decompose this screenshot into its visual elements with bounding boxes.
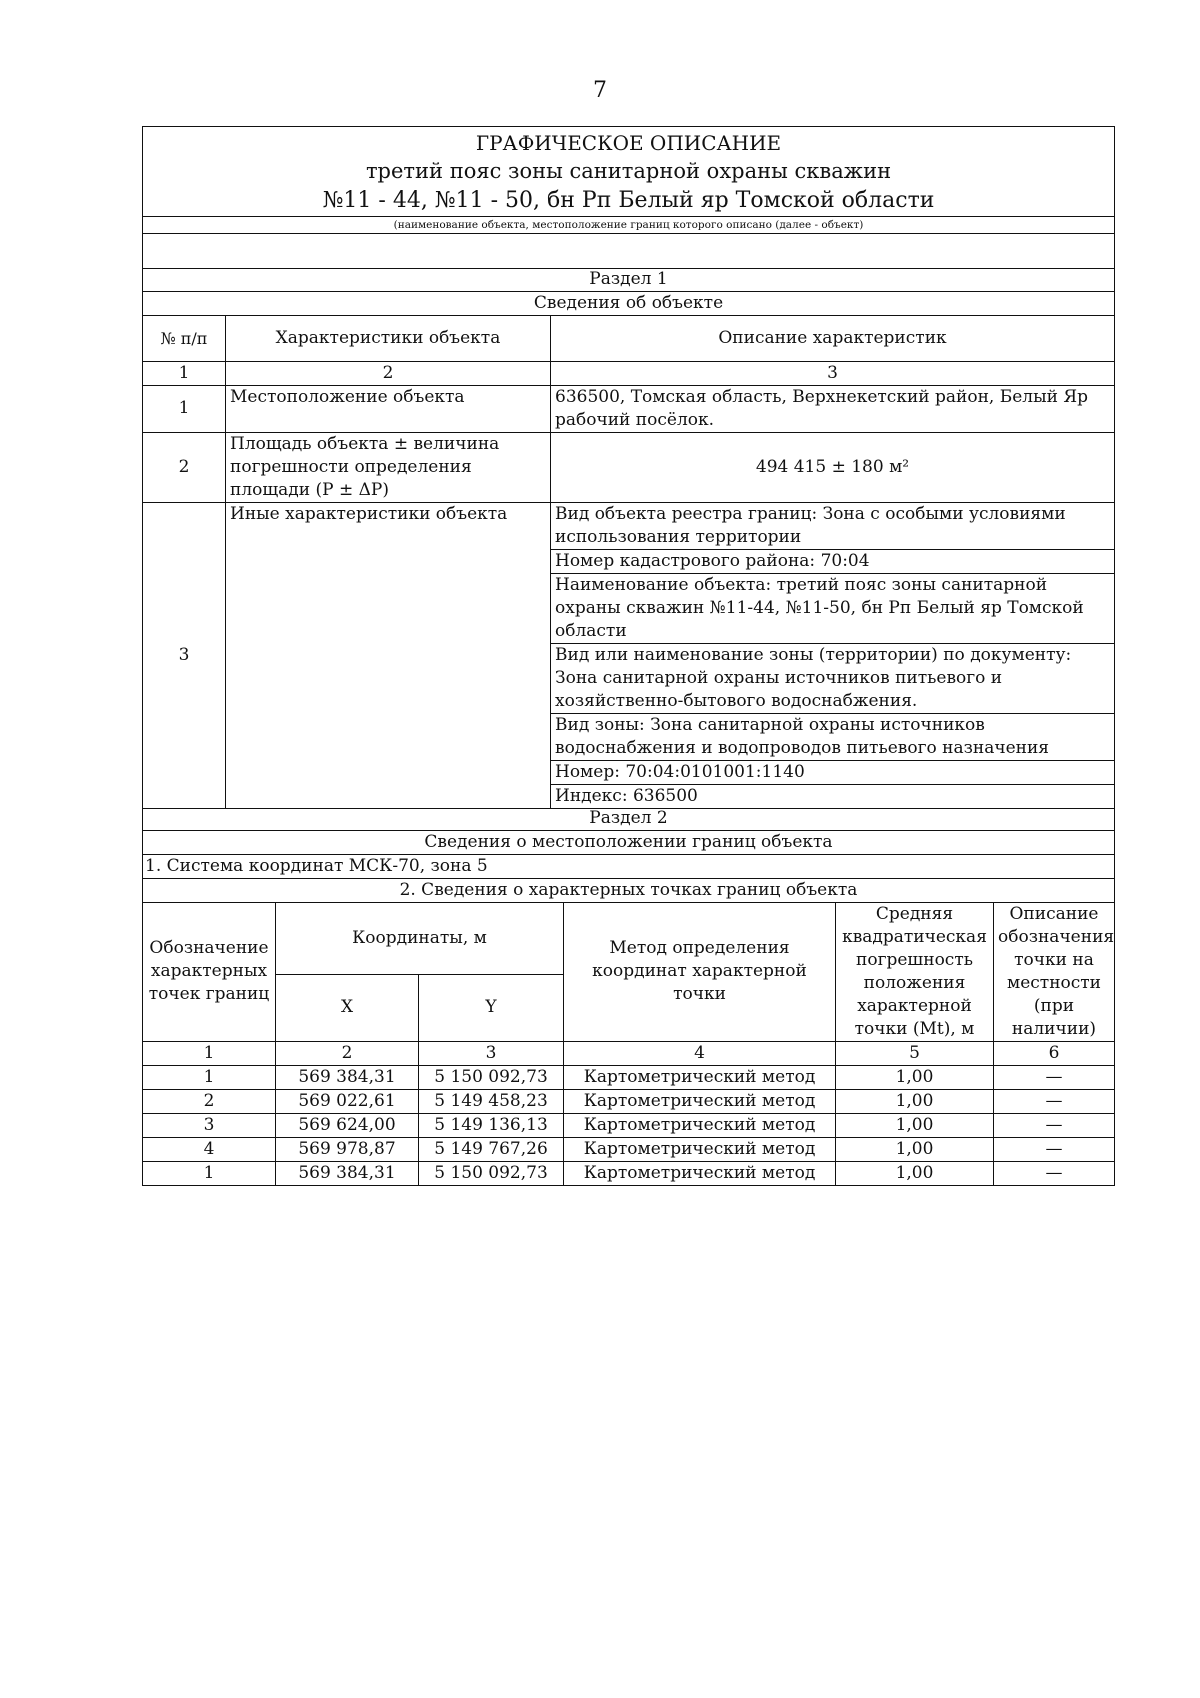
header-y: Y [419, 974, 564, 1041]
table-row [143, 1137, 1115, 1161]
points-title: 2. Сведения о характерных точках границ объекта [143, 879, 1115, 903]
point-y: 5 150 092,73 [419, 1065, 564, 1089]
object-note: (наименование объекта, местоположение границ которого описано (далее - объект) [143, 217, 1115, 234]
col-number: 4 [564, 1041, 836, 1065]
point-description: — [994, 1065, 1115, 1089]
point-id: 2 [143, 1089, 276, 1113]
table-row [143, 1065, 1115, 1089]
point-id: 1 [143, 1065, 276, 1089]
point-id: 1 [143, 1161, 276, 1185]
characteristic-value-item: Вид объекта реестра границ: Зона с особыми условиями использования территории [551, 502, 1115, 549]
point-x: 569 384,31 [276, 1065, 419, 1089]
point-x: 569 384,31 [276, 1161, 419, 1185]
point-x: 569 624,00 [276, 1113, 419, 1137]
col-number: 5 [836, 1041, 994, 1065]
point-method: Картометрический метод [564, 1137, 836, 1161]
col-number: 6 [994, 1041, 1115, 1065]
characteristic-value: 494 415 ± 180 м² [551, 432, 1115, 502]
doc-subtitle: третий пояс зоны санитарной охраны скважин [365, 159, 892, 183]
document-sheet [142, 126, 1115, 1186]
point-description: — [994, 1137, 1115, 1161]
points-table [142, 902, 1115, 1186]
title-table [142, 126, 1115, 269]
header-coordinates: Координаты, м [276, 902, 564, 974]
section1-table [142, 268, 1115, 809]
col-header-number: № п/п [143, 315, 226, 361]
point-y: 5 149 136,13 [419, 1113, 564, 1137]
point-mt: 1,00 [836, 1065, 994, 1089]
col-header-description: Описание характеристик [551, 315, 1115, 361]
col-number: 2 [226, 361, 551, 385]
point-method: Картометрический метод [564, 1113, 836, 1137]
section2-subtitle: Сведения о местоположении границ объекта [143, 831, 1115, 855]
point-method: Картометрический метод [564, 1089, 836, 1113]
row-number: 1 [143, 385, 226, 432]
header-mean-error: Средняя квадратическая погрешность положения характерной точки (Mt), м [836, 902, 994, 1041]
table-row [143, 1089, 1115, 1113]
title-block [143, 127, 1115, 217]
coord-system: 1. Система координат МСК-70, зона 5 [143, 855, 1115, 879]
page-number: 7 [593, 78, 607, 103]
point-y: 5 149 767,26 [419, 1137, 564, 1161]
row-number: 3 [143, 502, 226, 808]
point-description: — [994, 1089, 1115, 1113]
point-x: 569 978,87 [276, 1137, 419, 1161]
characteristic-value-item: Вид зоны: Зона санитарной охраны источников водоснабжения и водопроводов питьевого назначения [551, 713, 1115, 760]
characteristic-value-item: Вид или наименование зоны (территории) по документу: Зона санитарной охраны источников питьевого и хозяйственно-бытового водоснабжения. [551, 643, 1115, 713]
table-row [143, 1113, 1115, 1137]
point-method: Картометрический метод [564, 1065, 836, 1089]
characteristic-value-item: Индекс: 636500 [551, 784, 1115, 808]
col-number: 3 [551, 361, 1115, 385]
characteristic-name: Площадь объекта ± величина погрешности определения площади (P ± ΔP) [226, 432, 551, 502]
header-point-description: Описание обозначения точки на местности (при наличии) [994, 902, 1115, 1041]
col-number: 1 [143, 361, 226, 385]
doc-object-name: №11 - 44, №11 - 50, бн Рп Белый яр Томской области [322, 188, 935, 213]
point-mt: 1,00 [836, 1161, 994, 1185]
characteristic-name: Иные характеристики объекта [226, 502, 551, 808]
table-row [143, 1161, 1115, 1185]
section1-title: Раздел 1 [143, 268, 1115, 292]
section1-subtitle: Сведения об объекте [143, 291, 1115, 315]
col-header-characteristic: Характеристики объекта [226, 315, 551, 361]
header-designation: Обозначение характерных точек границ [143, 902, 276, 1041]
characteristic-value-item: Номер кадастрового района: 70:04 [551, 549, 1115, 573]
characteristic-value-item: Наименование объекта: третий пояс зоны санитарной охраны скважин №11-44, №11-50, бн Рп Белый яр Томской области [551, 573, 1115, 643]
col-number: 1 [143, 1041, 276, 1065]
point-mt: 1,00 [836, 1089, 994, 1113]
header-method: Метод определения координат характерной точки [564, 902, 836, 1041]
point-id: 4 [143, 1137, 276, 1161]
point-mt: 1,00 [836, 1113, 994, 1137]
section2-title: Раздел 2 [143, 807, 1115, 831]
point-mt: 1,00 [836, 1137, 994, 1161]
characteristic-name: Местоположение объекта [226, 385, 551, 432]
point-y: 5 149 458,23 [419, 1089, 564, 1113]
spacer-row [143, 234, 1115, 269]
point-id: 3 [143, 1113, 276, 1137]
section2-table [142, 807, 1115, 903]
row-number: 2 [143, 432, 226, 502]
point-description: — [994, 1113, 1115, 1137]
col-number: 3 [419, 1041, 564, 1065]
point-method: Картометрический метод [564, 1161, 836, 1185]
point-x: 569 022,61 [276, 1089, 419, 1113]
characteristic-value-item: Номер: 70:04:0101001:1140 [551, 760, 1115, 784]
doc-title: ГРАФИЧЕСКОЕ ОПИСАНИЕ [475, 131, 782, 155]
point-y: 5 150 092,73 [419, 1161, 564, 1185]
col-number: 2 [276, 1041, 419, 1065]
characteristic-value: 636500, Томская область, Верхнекетский район, Белый Яр рабочий посёлок. [551, 385, 1115, 432]
header-x: X [276, 974, 419, 1041]
point-description: — [994, 1161, 1115, 1185]
